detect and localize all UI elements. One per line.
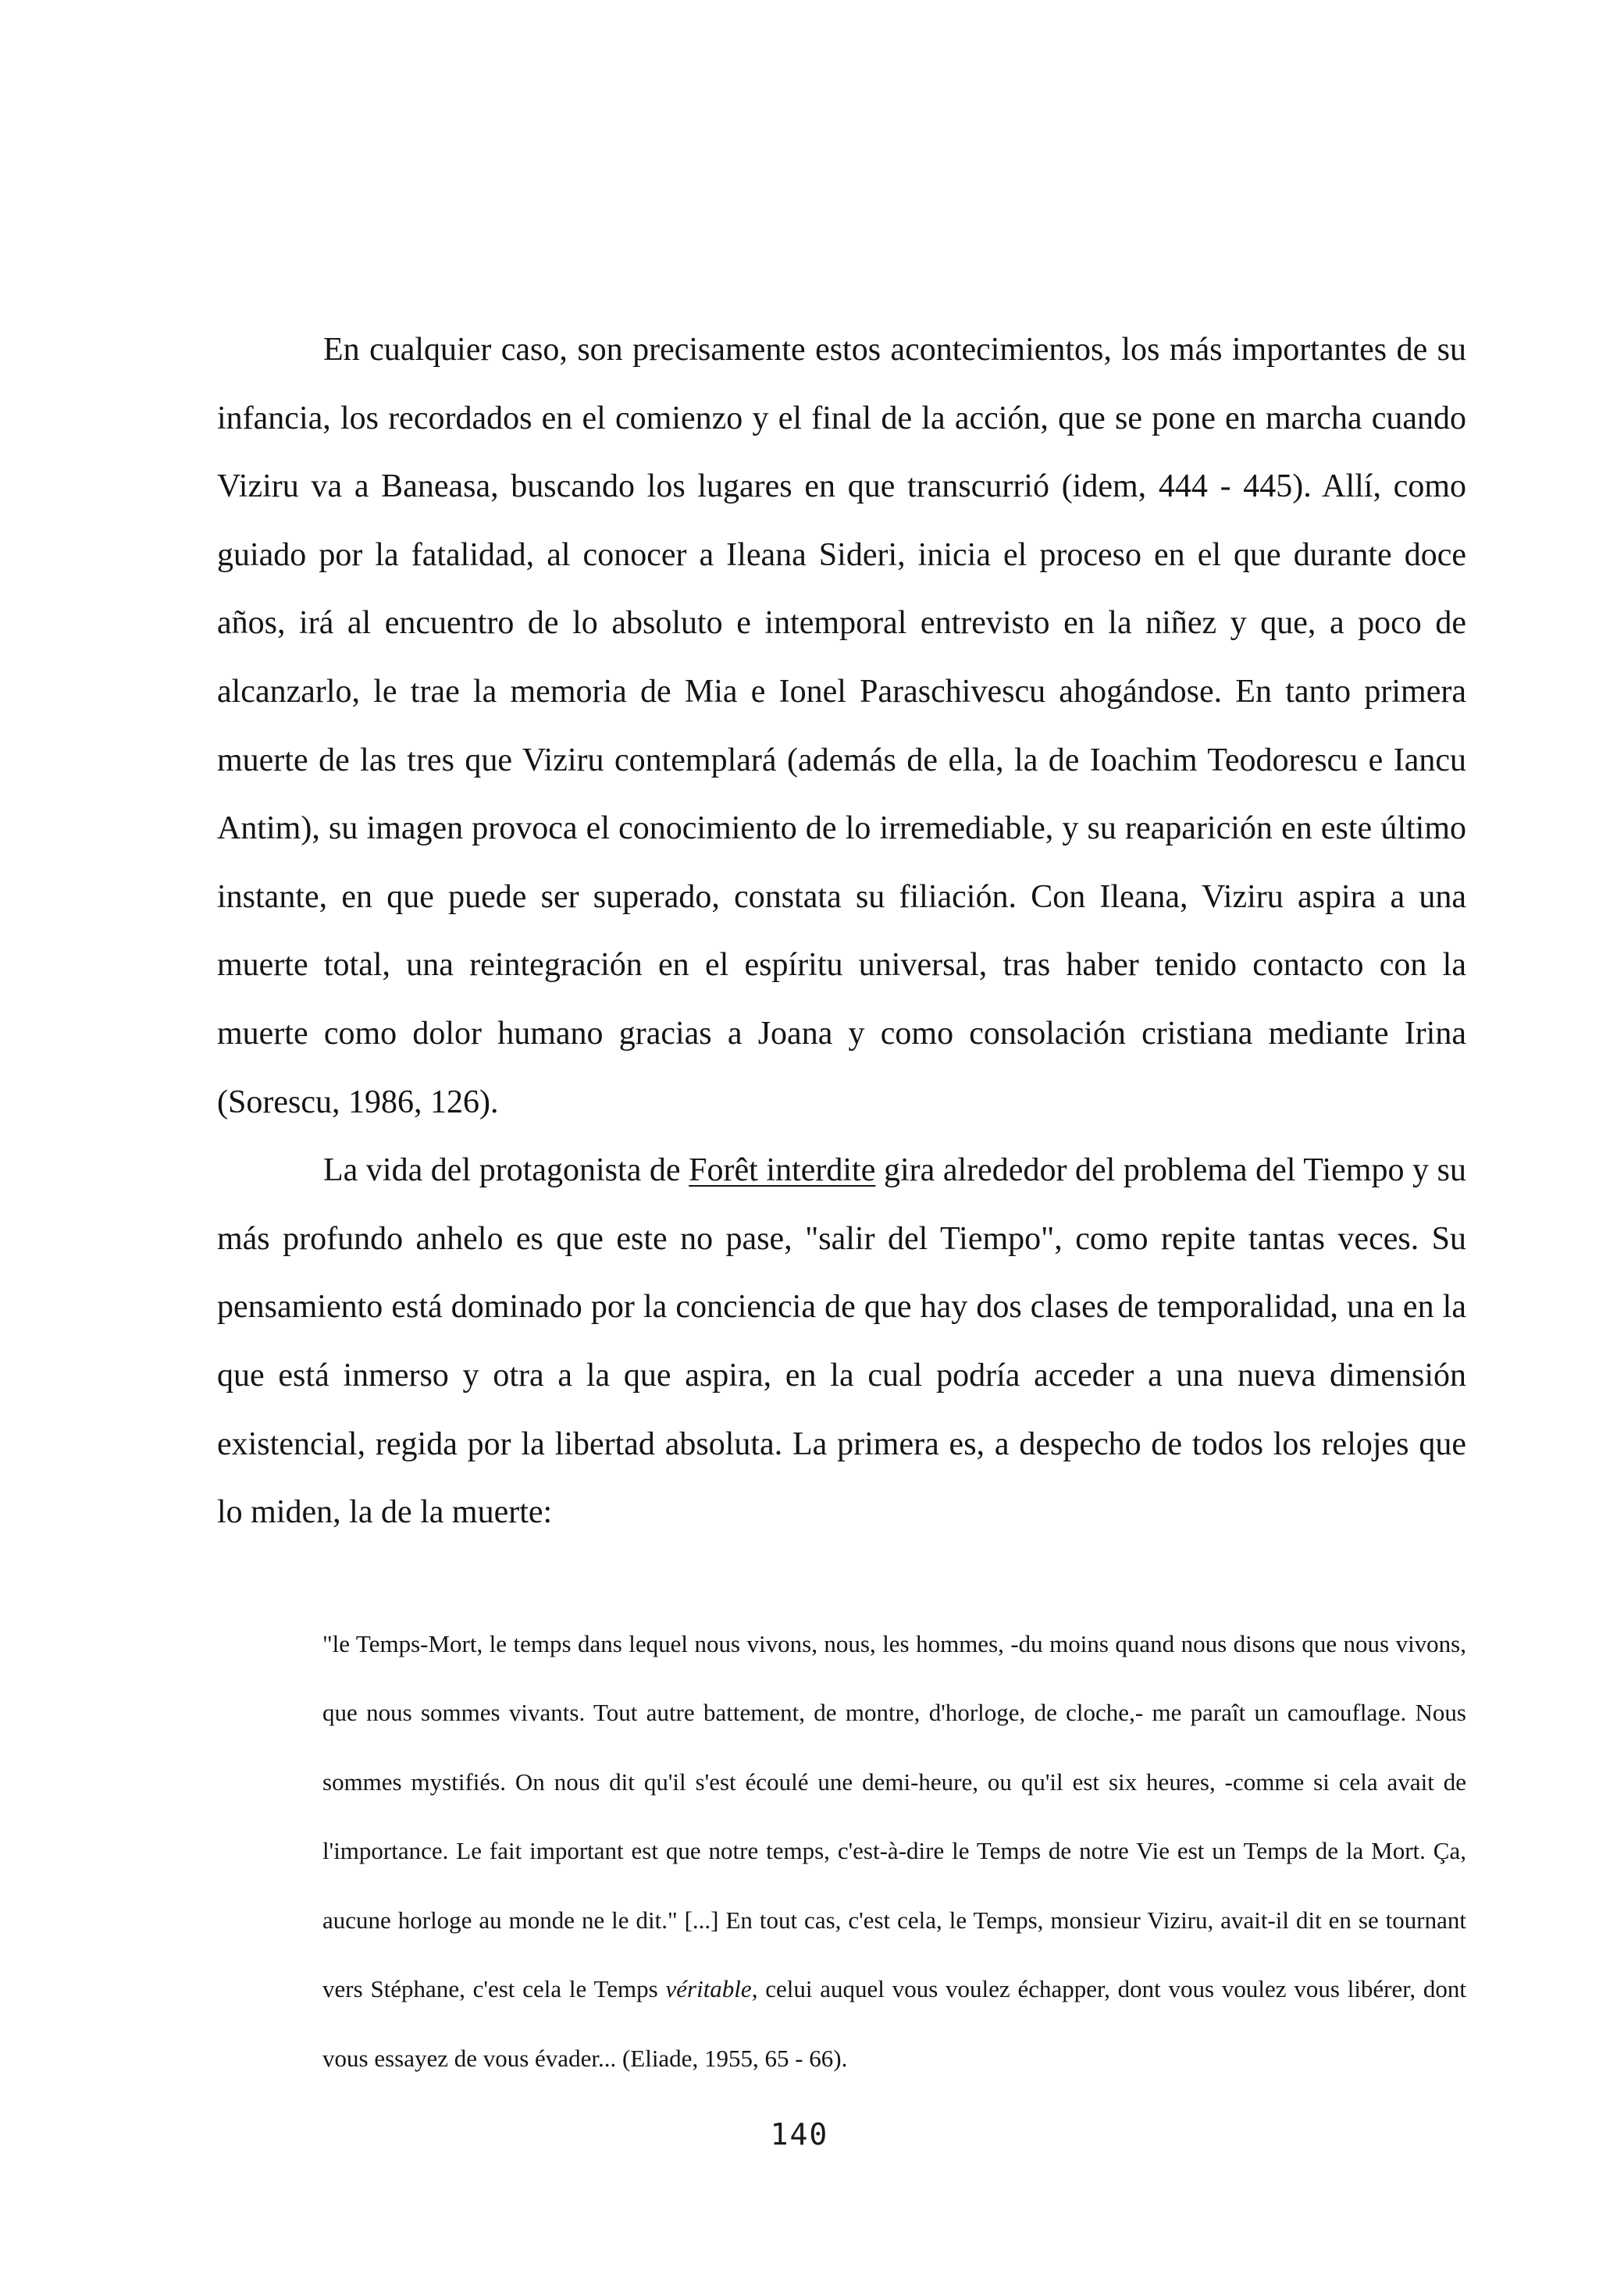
paragraph-1-text: En cualquier caso, son precisamente estos acontecimientos, los más importantes de su infancia, los recordados en el comienzo y el final de la acción, que se pone en marcha cuando Viziru va a Baneasa, buscando los lugares en que transcurrió (idem, 444 - 445). Allí, como guiado por la fatalidad, al conocer a Ileana Sideri, inicia el proceso en el que durante doce años, irá al encuentro de lo absoluto e intemporal entrevisto en la niñez y que, a poco de alcanzarlo, le trae la memoria de Mia e Ionel Paraschivescu ahogándose. En tanto primera muerte de las tres que Viziru contemplará (además de ella, la de Ioachim Teodorescu e Iancu Antim), su imagen provoca el conocimiento de lo irremediable, y su reaparición en este último instante, en que puede ser superado, constata su filiación. Con Ileana, Viziru aspira a una muerte total, una reintegración en el espíritu universal, tras haber tenido contacto con la muerte como dolor humano gracias a Joana y como consolación cristiana mediante Irina (Sorescu, 1986, 126). [217, 332, 1466, 1120]
page-number: 140 [770, 2117, 829, 2152]
quote-text-before: "le Temps-Mort, le temps dans lequel nous vivons, nous, les hommes, -du moins quand nous disons que nous vivons, que nous sommes vivants. Tout autre battement, de montre, d'horloge, de cloche,- me paraît un camouflage. Nous sommes mystifiés. On nous dit qu'il s'est écoulé une demi-heure, ou qu'il est six heures, -comme si cela avait de l'importance. Le fait important est que notre temps, c'est-à-dire le Temps de notre Vie est un Temps de la Mort. Ça, aucune horloge au monde ne le dit." [...] En tout cas, c'est cela, le Temps, monsieur Viziru, avait-il dit en se tournant vers Stéphane, c'est cela le Temps [322, 1629, 1466, 2003]
book-title-underlined: Forêt interdite [689, 1152, 876, 1189]
quote-text-after: , celui auquel vous voulez échapper, dont vous voulez vous libérer, dont vous essayez de vous évader... (Eliade, 1955, 65 - 66). [322, 1975, 1467, 2072]
paragraph-2-text-before: La vida del protagonista de [323, 1152, 689, 1189]
body-paragraph-2 [217, 1137, 1466, 1547]
paragraph-2-text-after: gira alrededor del problema del Tiempo y su más profundo anhelo es que este no pase, "salir del Tiempo", como repite tantas veces. Su pensamiento está dominado por la conciencia de que hay dos clases de temporalidad, una en la que está inmerso y otra a la que aspira, en la cual podría acceder a una nueva dimensión existencial, regida por la libertad absoluta. La primera es, a despecho de todos los relojes que lo miden, la de la muerte: [217, 1152, 1466, 1531]
body-paragraph-1 [217, 316, 1466, 1137]
quote-italic-word: véritable [665, 1975, 752, 2003]
block-quote [322, 1610, 1466, 2094]
document-page [217, 316, 1466, 2093]
